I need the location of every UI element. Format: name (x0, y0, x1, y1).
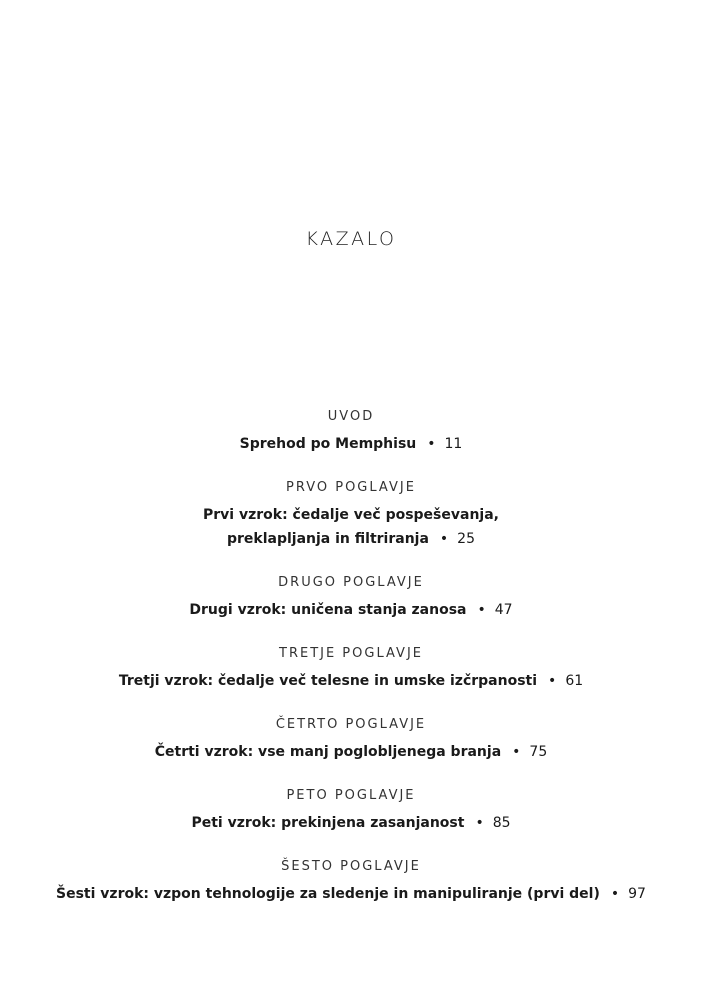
toc-entry-chapter-2 (0, 573, 702, 622)
page-number: 75 (529, 744, 548, 760)
chapter-label: PRVO POGLAVJE (286, 480, 416, 495)
chapter-title (0, 669, 702, 693)
chapter-label: UVOD (327, 409, 375, 424)
chapter-title (0, 740, 702, 764)
toc-entry-uvod (0, 407, 702, 456)
separator-bullet: • (548, 673, 557, 689)
page-number: 61 (565, 673, 584, 689)
separator-bullet: • (427, 436, 436, 452)
chapter-title (0, 882, 702, 906)
chapter-label: TRETJE POGLAVJE (279, 646, 423, 661)
chapter-title (0, 811, 702, 835)
chapter-title-line: Drugi vzrok: uničena stanja zanosa • 47 (189, 602, 513, 618)
page-number: 47 (494, 602, 513, 618)
toc-entry-chapter-6 (0, 857, 702, 906)
page-number: 25 (457, 531, 475, 547)
page-number: 97 (628, 886, 646, 902)
chapter-label: PETO POGLAVJE (286, 788, 416, 803)
chapter-label: ŠESTO POGLAVJE (281, 859, 421, 874)
toc-entry-chapter-5 (0, 786, 702, 835)
chapter-label: DRUGO POGLAVJE (278, 575, 424, 590)
chapter-title-line: preklapljanja in filtriranja • 25 (227, 531, 475, 547)
page-number: 11 (444, 436, 463, 452)
page-number: 85 (492, 815, 511, 831)
table-of-contents (0, 407, 702, 928)
separator-bullet: • (475, 815, 484, 831)
separator-bullet: • (512, 744, 521, 760)
toc-entry-chapter-4 (0, 715, 702, 764)
separator-bullet: • (477, 602, 486, 618)
chapter-label: ČETRTO POGLAVJE (275, 717, 427, 732)
separator-bullet: • (439, 531, 449, 547)
chapter-title-line: Peti vzrok: prekinjena zasanjanost • 85 (191, 815, 511, 831)
chapter-title-line: Četrti vzrok: vse manj poglobljenega branja • 75 (154, 744, 548, 760)
chapter-title-line: Šesti vzrok: vzpon tehnologije za sledenje in manipuliranje (prvi del) • 97 (56, 886, 646, 902)
toc-entry-chapter-1 (0, 478, 702, 551)
toc-entry-chapter-3 (0, 644, 702, 693)
page-title: KAZALO (305, 228, 397, 250)
chapter-title-line: Sprehod po Memphisu • 11 (239, 436, 463, 452)
chapter-title (0, 503, 702, 551)
chapter-title (0, 432, 702, 456)
chapter-title (0, 598, 702, 622)
separator-bullet: • (610, 886, 620, 902)
chapter-title-line: Prvi vzrok: čedalje več pospeševanja, (203, 507, 499, 523)
chapter-title-line: Tretji vzrok: čedalje več telesne in umske izčrpanosti • 61 (118, 673, 584, 689)
